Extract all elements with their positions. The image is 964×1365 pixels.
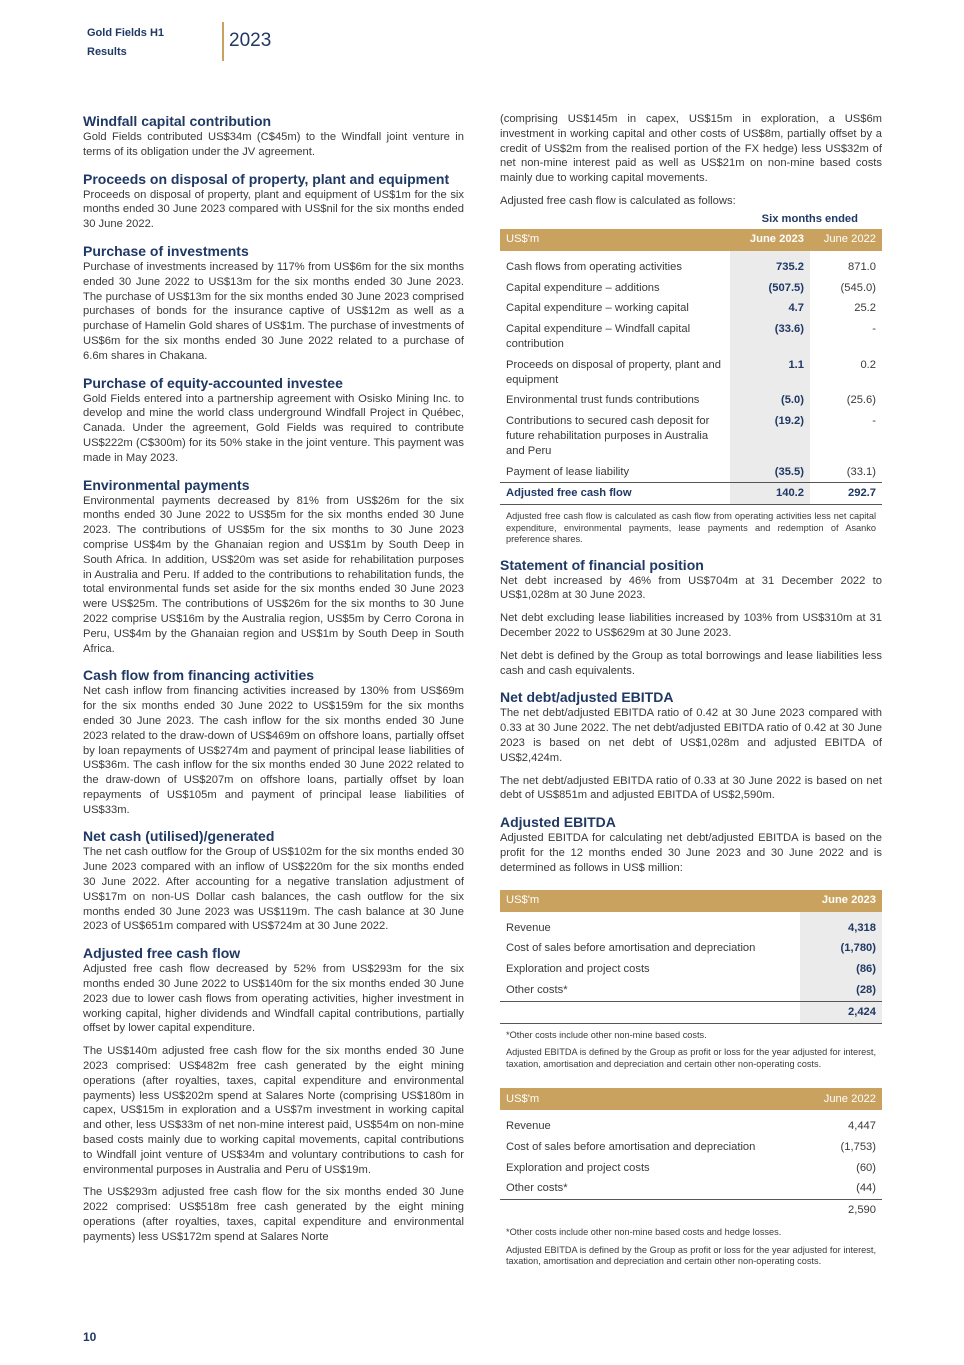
report-header xyxy=(87,24,164,62)
ebitda-2023-table xyxy=(500,890,882,1024)
table-row: Other costs* (44) xyxy=(506,1182,876,1195)
paragraph: The US$293m adjusted free cash flow for the six months ended 30 June 2022 comprised: US$518m free cash generated by the eight mining operations (after royalties, taxes, capital expenditure and environmental payments) less US$172m spend at Salares Norte xyxy=(83,1186,464,1243)
table-note: *Other costs include other non-mine based costs and hedge losses. xyxy=(506,1227,782,1238)
section-title: Adjusted EBITDA xyxy=(500,814,616,831)
table-note: Adjusted EBITDA is defined by the Group as profit or loss for the year adjusted for interest, taxation, amortisation and depreciation and certain other non-operating costs. xyxy=(506,1244,876,1267)
paragraph: Proceeds on disposal of property, plant and equipment of US$1m for the six months ended 30 June 2023 compared with US$nil for the six months ended 30 June 2022. xyxy=(83,188,464,231)
paragraph: Environmental payments decreased by 81% from US$26m for the six months ended 30 June 2022 to US$5m for the six months ended 30 June 2023. The contributions of US$5m for the six months to 30 June 2023 comprise US$4m by the Ghanaian region and US$1m by South Deep in South Africa. In addition, US$20m was set aside for rehabilitation purposes in Australia and Peru. If added to the contributions to rehabilitation funds, the total environmental funds set aside for the six months ended 30 June 2023 were US$25m. The contributions of US$26m for the six months to 30 June 2022 comprise US$16m by the Australia region, US$5m by Cerro Corona in Peru, US$4m by the Ghanaian region and US$1m by South Deep in South Africa. xyxy=(83,494,464,655)
table-row: Revenue 4,447 xyxy=(506,1120,876,1133)
col-unit: US$'m xyxy=(500,229,730,251)
table-row: Capital expenditure – Windfall capital contribution (33.6) - xyxy=(500,319,882,355)
table-header-row xyxy=(500,1088,882,1110)
paragraph: Net cash inflow from financing activities increased by 130% from US$69m for the six months ended 30 June 2022 to US$159m for the six months ended 30 June 2023. The cash inflow for the six months ended 30 June 2023 related to the draw-down of US$469m on offshore loans, partially offset by loan repayments of US$274m and payment of principal lease liabilities of US$36m. The cash inflow for the six months ended 30 June 2022 related to the draw-down of US$207m on offshore loans, partially offset by loan repayments of US$105m and payment of principal lease liabilities of US$33m. xyxy=(83,685,464,816)
header-divider xyxy=(222,22,224,61)
col-june-2023: June 2023 xyxy=(800,890,882,912)
report-subtitle: Results xyxy=(87,46,127,58)
table-note: Adjusted free cash flow is calculated as cash flow from operating activities less net capital expenditure, environmental payments, lease payments and redemption of Asanko preference shares. xyxy=(506,511,876,545)
col-june-2022: June 2022 xyxy=(800,1088,882,1110)
section-title: Cash flow from financing activities xyxy=(83,667,315,684)
table-row: Cash flows from operating activities 735.2 871.0 xyxy=(500,257,882,278)
page-number: 10 xyxy=(83,1330,97,1344)
table-row: Capital expenditure – working capital 4.7 25.2 xyxy=(500,298,882,319)
section-title: Environmental payments xyxy=(83,476,250,493)
section-title: Net cash (utilised)/generated xyxy=(83,828,275,845)
paragraph: Adjusted free cash flow decreased by 52% from US$293m for the six months ended 30 June 2022 to US$140m for the six months ended 30 June 2023 due to lower cash flows from operating activities, higher investment in working capital, higher dividends and Windfall capital contributions, partially offset by lower capital expenditure. xyxy=(83,963,464,1035)
report-year: 2023 xyxy=(229,30,272,51)
paragraph: Net debt is defined by the Group as total borrowings and lease liabilities less cash and cash equivalents. xyxy=(500,649,882,677)
section-title: Adjusted free cash flow xyxy=(83,945,241,962)
fcf-period-label: Six months ended xyxy=(761,212,858,225)
table-row: Exploration and project costs (60) xyxy=(506,1161,876,1174)
col-unit: US$'m xyxy=(500,890,800,912)
table-row: Contributions to secured cash deposit for future rehabilitation purposes in Australia and Peru (19.2) - xyxy=(500,411,882,461)
table-total-row: 2,590 xyxy=(500,1200,882,1221)
report-title: Gold Fields H1 xyxy=(87,27,165,39)
table-row: Cost of sales before amortisation and depreciation (1,753) xyxy=(506,1140,876,1153)
paragraph: The net cash outflow for the Group of US$102m for the six months ended 30 June 2023 compared with an inflow of US$220m for the six months ended 30 June 2022. After accounting for a negative translation adjustment of US$17m on non-US Dollar cash balances, the cash outflow for the six months ended 30 June 2023 was US$119m. The cash balance at 30 June 2023 of US$651m compared with US$724m at 30 June 2022. xyxy=(83,846,464,933)
right-column xyxy=(500,112,882,1268)
col-unit: US$'m xyxy=(500,1088,800,1110)
paragraph: Adjusted free cash flow is calculated as follows: xyxy=(500,194,736,207)
section-title: Statement of financial position xyxy=(500,556,704,573)
paragraph: Net debt excluding lease liabilities increased by 103% from US$310m at 31 December 2022 to US$629m at 30 June 2023. xyxy=(500,612,882,640)
col-june-2023: June 2023 xyxy=(730,229,810,251)
paragraph: The net debt/adjusted EBITDA ratio of 0.33 at 30 June 2022 is based on net debt of US$851m and adjusted EBITDA of US$2,590m. xyxy=(500,774,882,802)
section-title: Purchase of investments xyxy=(83,242,249,259)
table-row: Revenue 4,318 xyxy=(500,918,882,939)
table-total-row: Adjusted free cash flow 140.2 292.7 xyxy=(500,483,882,505)
table-note: *Other costs include other non-mine based costs. xyxy=(506,1029,707,1040)
col-june-2022: June 2022 xyxy=(810,229,882,251)
section-title: Net debt/adjusted EBITDA xyxy=(500,689,674,706)
table-note: Adjusted EBITDA is defined by the Group as profit or loss for the year adjusted for interest, taxation, amortisation and depreciation and certain other non-operating costs. xyxy=(506,1047,876,1069)
table-row: Other costs* (28) xyxy=(500,980,882,1001)
paragraph: (comprising US$145m in capex, US$15m in exploration, a US$6m investment in working capital and other costs of US$8m, partially offset by a credit of US$2m from the realised portion of the FX hedge) less US$32m of net non-mine interest paid as well as US$21m on non-mine based costs mainly due to working capital movements. xyxy=(500,113,882,185)
paragraph: The net debt/adjusted EBITDA ratio of 0.42 at 30 June 2023 compared with 0.33 at 30 June 2022. The net debt/adjusted EBITDA ratio of 0.42 at 30 June 2023 is based on net debt of US$1,028m and adjusted EBITDA of US$2,424m. xyxy=(500,707,882,764)
paragraph: The US$140m adjusted free cash flow for the six months ended 30 June 2023 comprised: US$482m free cash generated by the eight mining operations (after royalties, taxes, capital expenditure and environmental payments) less US$202m spend at Salares Norte (comprising US$180m in capex, US$15m in exploration and a US$7m investment in working capital and other, less US$33m of net non-mine interest paid, US$54m on non-mine based costs mainly due to working capital movements, capital contributions to Windfall joint venture of US$34m and voluntary contributions to cash for environmental purposes in Australia and Peru of US$19m. xyxy=(83,1045,464,1176)
table-row: Environmental trust funds contributions (5.0) (25.6) xyxy=(500,390,882,411)
paragraph: Gold Fields entered into a partnership agreement with Osisko Mining Inc. to develop and mine the world class underground Windfall Project in Québec, Canada. Under the agreement, Gold Fields was required to contribute US$222m (C$300m) for its 50% stake in the joint venture. This payment was made in May 2023. xyxy=(83,392,464,464)
table-total-row: 2,424 xyxy=(500,1001,882,1023)
section-title: Windfall capital contribution xyxy=(83,113,272,129)
ebitda-2022-table xyxy=(500,1088,882,1221)
table-header-row xyxy=(500,890,882,912)
table-row: Exploration and project costs (86) xyxy=(500,959,882,980)
adjusted-fcf-table xyxy=(500,229,882,505)
left-column xyxy=(83,112,464,1245)
paragraph: Net debt increased by 46% from US$704m at 31 December 2022 to US$1,028m at 30 June 2023. xyxy=(500,574,882,602)
section-title: Purchase of equity-accounted investee xyxy=(83,374,343,391)
table-row: Capital expenditure – additions (507.5) (545.0) xyxy=(500,278,882,299)
table-row: Proceeds on disposal of property, plant and equipment 1.1 0.2 xyxy=(500,355,882,391)
paragraph: Adjusted EBITDA for calculating net debt/adjusted EBITDA is based on the profit for the 12 months ended 30 June 2023 and 30 June 2022 and is determined as follows in US$ million: xyxy=(500,832,882,874)
paragraph: Gold Fields contributed US$34m (C$45m) to the Windfall joint venture in terms of its obligation under the JV agreement. xyxy=(83,131,464,158)
table-row: Cost of sales before amortisation and depreciation (1,780) xyxy=(500,938,882,959)
section-title: Proceeds on disposal of property, plant and equipment xyxy=(83,170,450,187)
table-row: Payment of lease liability (35.5) (33.1) xyxy=(500,462,882,483)
paragraph: Purchase of investments increased by 117% from US$6m for the six months ended 30 June 2022 to US$13m for the six months ended 30 June 2023. The purchase of US$13m for the six months ended 30 June 2023 comprised purchases of bonds for the insurance captive of US$12m as well as a purchase of Hamelin Gold shares of US$1m. The purchase of investments of US$6m for the six months ended 30 June 2022 related to a purchase of 6.6m shares in Chakana. xyxy=(83,260,464,362)
table-header-row xyxy=(500,229,882,251)
